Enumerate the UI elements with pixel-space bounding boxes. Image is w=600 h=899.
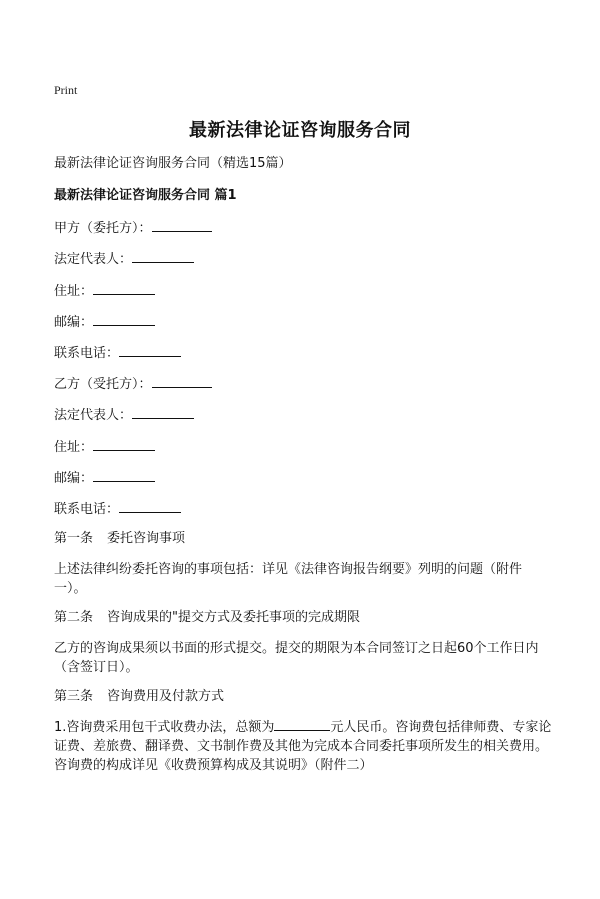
party-b-address-blank: [93, 438, 155, 451]
party-b-rep-label: 法定代表人：: [54, 408, 133, 423]
party-b-address-label: 住址：: [54, 440, 94, 455]
party-b-postcode-label: 邮编：: [54, 471, 94, 486]
article3-title: 咨询费用及付款方式: [107, 689, 225, 704]
party-a-phone-blank: [119, 344, 181, 357]
party-a-rep-row: [54, 250, 194, 268]
article3-number: 第三条: [54, 689, 94, 704]
article2-body: 乙方的咨询成果须以书面的形式提交。提交的期限为本合同签订之日起60个工作日内（含签订日）。: [54, 641, 539, 675]
party-a-postcode-label: 邮编：: [54, 315, 94, 330]
article3-body-part2: 元人民币。咨询费包括律师费、专家论证费、差旅费、翻译费、文书制作费及其他为完成本合同委托事项所发生的相关费用。咨询费的构成详见《收费预算构成及其说明》（附件二）: [54, 720, 552, 773]
article3-body: [54, 718, 554, 775]
party-a-phone-label: 联系电话：: [54, 346, 120, 361]
article1-number: 第一条: [54, 531, 94, 546]
article2-heading: [54, 610, 360, 626]
party-b-phone-label: 联系电话：: [54, 502, 120, 517]
party-a-rep-blank: [132, 250, 194, 263]
party-a-name-label: 甲方（委托方）：: [54, 221, 152, 236]
party-a-name-blank: [152, 219, 212, 232]
party-a-rep-label: 法定代表人：: [54, 252, 133, 267]
article1-heading: [54, 531, 185, 547]
party-b-rep-row: [54, 406, 194, 424]
party-b-name-label: 乙方（受托方）：: [54, 377, 152, 392]
party-a-postcode-blank: [93, 313, 155, 326]
party-a-phone-row: [54, 344, 181, 362]
party-b-address-row: [54, 438, 155, 456]
party-b-rep-blank: [132, 406, 194, 419]
party-b-phone-row: [54, 500, 181, 518]
article3-heading: [54, 689, 224, 705]
party-b-name-blank: [152, 375, 212, 388]
print-label: Print: [54, 83, 78, 97]
article1-body: 上述法律纠纷委托咨询的事项包括：详见《法律咨询报告纲要》列明的问题（附件一）。: [54, 562, 523, 596]
document-subtitle: 最新法律论证咨询服务合同（精选15篇）: [54, 156, 292, 171]
article2-number: 第二条: [54, 610, 94, 625]
party-b-postcode-blank: [93, 469, 155, 482]
party-b-phone-blank: [119, 500, 181, 513]
article1-title: 委托咨询事项: [107, 531, 186, 546]
article3-amount-blank: [274, 718, 330, 731]
party-a-address-row: [54, 282, 155, 300]
party-b-postcode-row: [54, 469, 155, 487]
party-a-postcode-row: [54, 313, 155, 331]
article3-body-part1: 1.咨询费采用包干式收费办法，总额为: [54, 720, 275, 735]
party-a-address-blank: [93, 282, 155, 295]
document-title: 最新法律论证咨询服务合同: [189, 120, 411, 141]
party-b-name-row: [54, 375, 212, 393]
article2-title: 咨询成果的"提交方式及委托事项的完成期限: [107, 610, 360, 625]
section-heading: 最新法律论证咨询服务合同 篇1: [54, 188, 237, 203]
party-a-name-row: [54, 219, 212, 237]
party-a-address-label: 住址：: [54, 284, 94, 299]
